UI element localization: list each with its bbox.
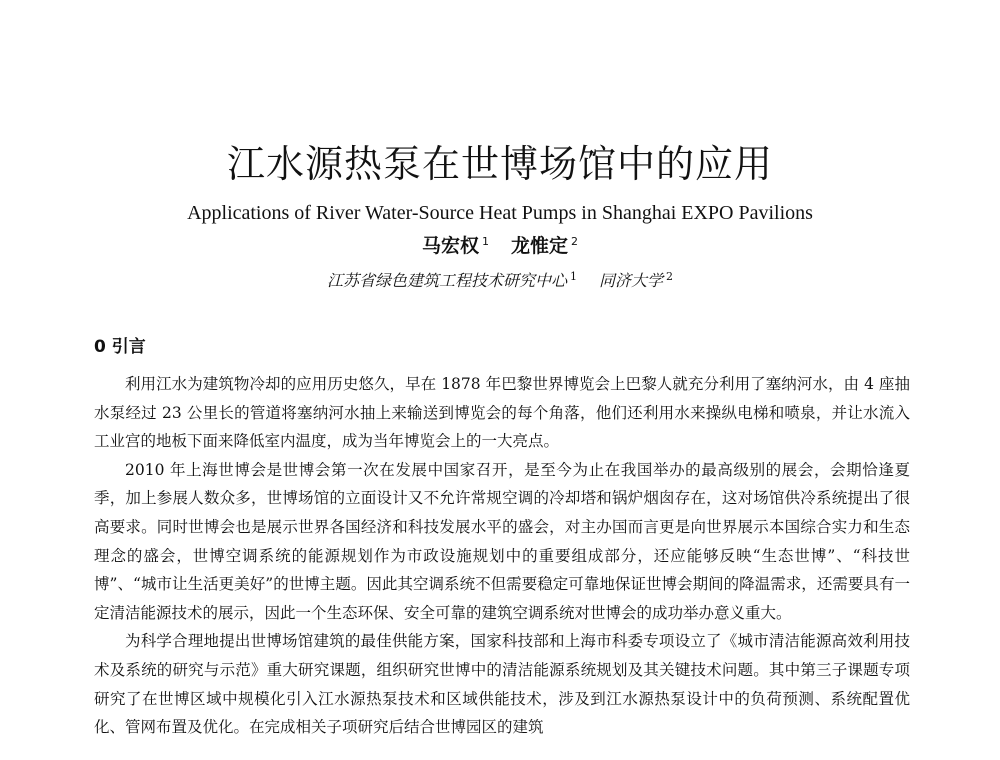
paper-title-zh: 江水源热泵在世博场馆中的应用 bbox=[226, 142, 773, 186]
author-name: 龙惟定 bbox=[511, 235, 569, 257]
section-heading: 0 引言 bbox=[94, 337, 146, 357]
author-list bbox=[0, 232, 1000, 260]
paragraph: 2010 年上海世博会是世博会第一次在发展中国家召开，是至今为止在我国举办的最高级别的展会，会期恰逢夏季，加上参展人数众多，世博场馆的立面设计又不允许常规空调的冷却塔和锅炉烟囱存在，这对场馆供冷系统提出了很高要求。同时世博会也是展示世界各国经济和科技发展水平的盛会，对主办国而言更是向世界展示本国综合实力和生态理念的盛会，世博空调系统的能源规划作为市政设施规划中的重要组成部分，还应能够反映“生态世博”、“科技世博”、“城市让生活更美好”的世博主题。因此其空调系统不但需要稳定可靠地保证世博会期间的降温需求，还需要具有一定清洁能源技术的展示，因此一个生态环保、安全可靠的建筑空调系统对世博会的成功举办意义重大。 bbox=[94, 460, 910, 622]
author-name: 马宏权 bbox=[421, 235, 479, 257]
body-text bbox=[94, 370, 910, 742]
paragraph: 利用江水为建筑物冷却的应用历史悠久，早在 1878 年巴黎世界博览会上巴黎人就充分利用了塞纳河水，由 4 座抽水泵经过 23 公里长的管道将塞纳河水抽上来输送到博览会的每个角落，他们还利用水来操纵电梯和喷泉，并让水流入工业宫的地板下面来降低室内温度，成为当年博览会上的一大亮点。 bbox=[94, 375, 910, 451]
author-affil-mark: 2 bbox=[571, 235, 579, 248]
affiliation-mark: 1 bbox=[570, 270, 577, 283]
paragraph: 为科学合理地提出世博场馆建筑的最佳供能方案，国家科技部和上海市科委专项设立了《城市清洁能源高效利用技术及系统的研究与示范》重大研究课题，组织研究世博中的清洁能源系统规划及其关键技术问题。其中第三子课题专项研究了在世博区域中规模化引入江水源热泵技术和区域供能技术，涉及到江水源热泵设计中的负荷预测、系统配置优化、管网布置及优化。在完成相关子项研究后结合世博园区的建筑 bbox=[94, 632, 910, 737]
affiliation-list bbox=[0, 268, 1000, 294]
affiliation-name: 同济大学 bbox=[599, 271, 664, 290]
author-affil-mark: 1 bbox=[482, 235, 489, 248]
affiliation-name: 江苏省绿色建筑工程技术研究中心 bbox=[326, 271, 567, 290]
affiliation-mark: 2 bbox=[666, 270, 674, 283]
paper-title-en: Applications of River Water-Source Heat Pumps in Shanghai EXPO Pavilions bbox=[187, 202, 813, 224]
